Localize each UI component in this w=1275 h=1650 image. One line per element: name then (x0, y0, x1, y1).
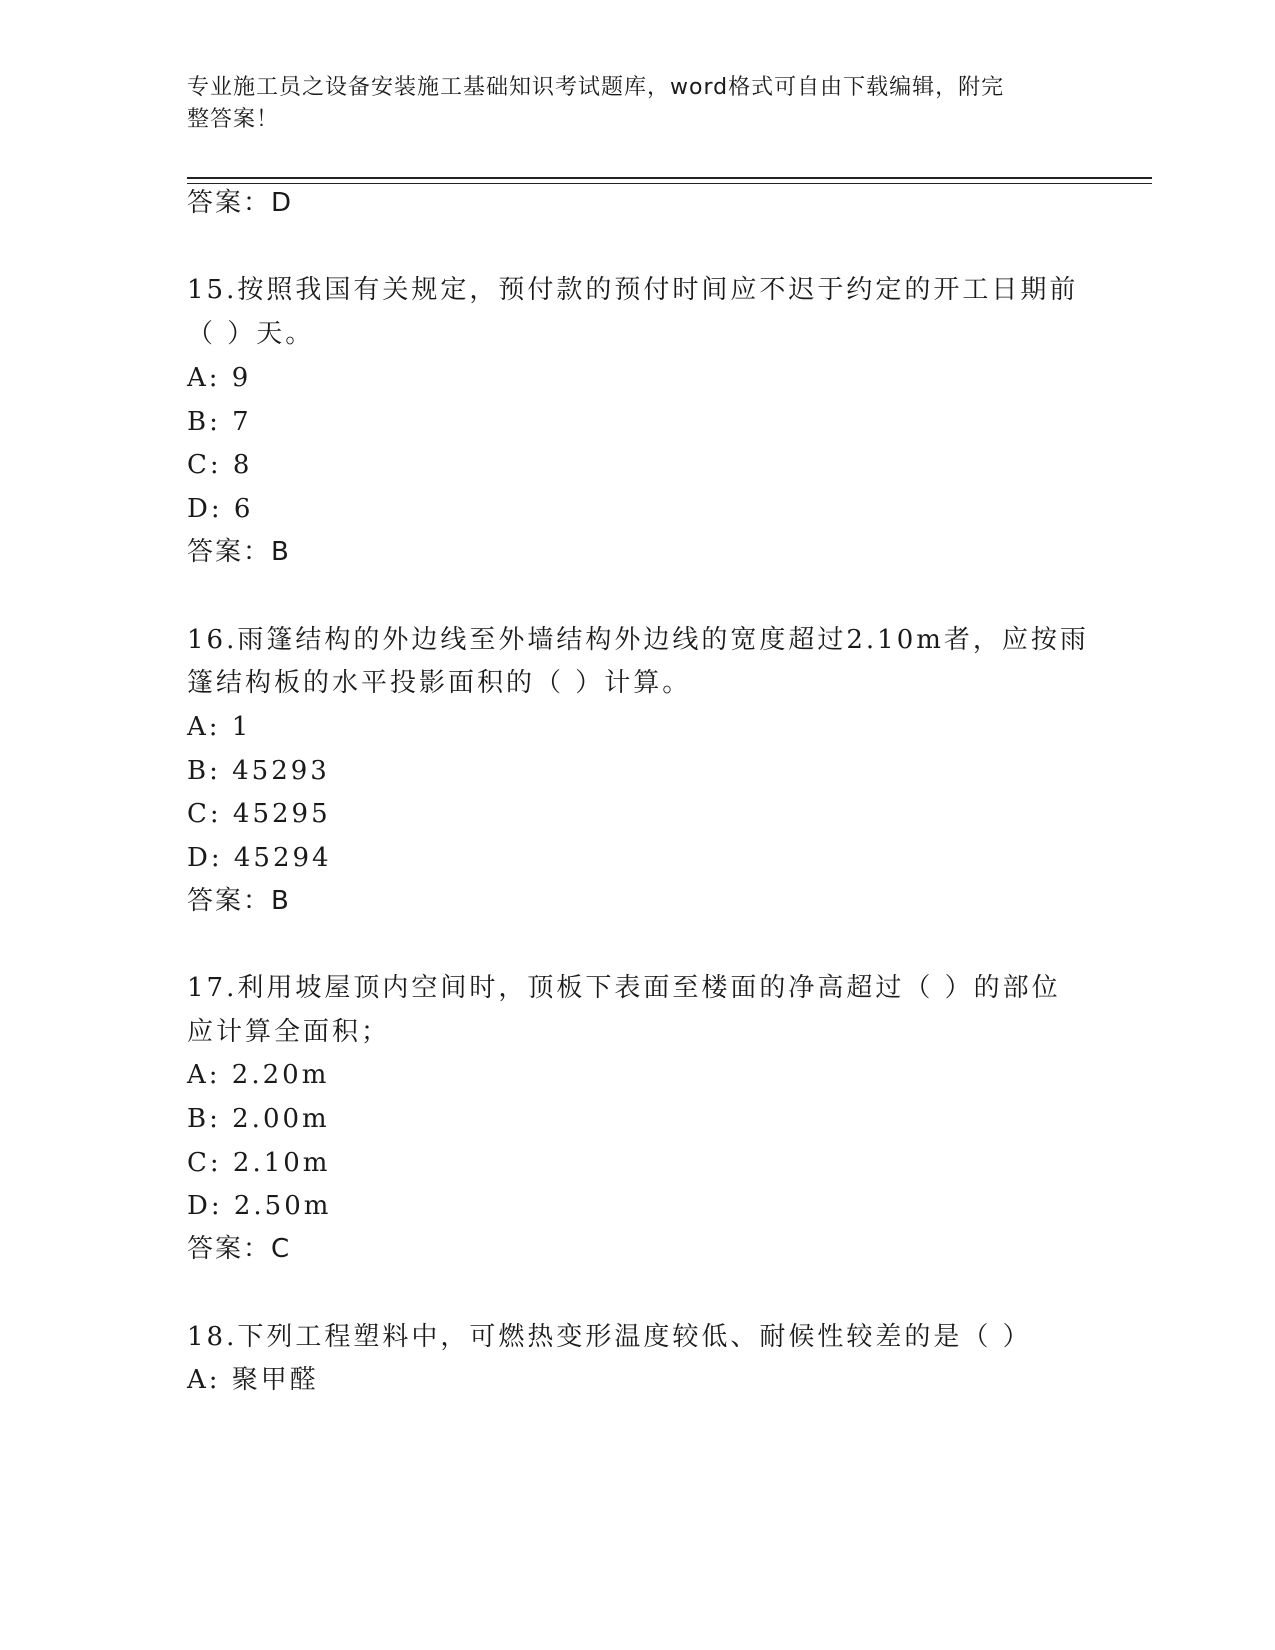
question-16-option-d: D: 45294 (187, 843, 332, 873)
question-17-option-b: B: 2.00m (187, 1104, 330, 1134)
question-16-option-c: C: 45295 (187, 799, 331, 829)
question-15-answer: 答案：B (187, 537, 291, 567)
question-16-option-b: B: 45293 (187, 756, 330, 786)
question-17-option-c: C: 2.10m (187, 1148, 331, 1178)
header-divider-thick (187, 177, 1152, 179)
question-15-option-a: A: 9 (187, 363, 252, 393)
question-15-stem-line-2: （ ）天。 (187, 319, 315, 349)
document-header (187, 72, 1067, 136)
question-16-option-a: A: 1 (187, 712, 252, 742)
question-18-stem-line-1: 18.下列工程塑料中，可燃热变形温度较低、耐候性较差的是（ ） (187, 1322, 1032, 1352)
question-18-option-a: A: 聚甲醛 (187, 1365, 319, 1395)
question-16-answer: 答案：B (187, 886, 291, 916)
question-17-stem-line-2: 应计算全面积； (187, 1017, 391, 1047)
header-divider-thin (187, 183, 1152, 184)
question-15-stem-line-1: 15.按照我国有关规定，预付款的预付时间应不迟于约定的开工日期前 (187, 275, 1079, 305)
question-15-option-c: C: 8 (187, 450, 253, 480)
question-15-option-b: B: 7 (187, 407, 252, 437)
question-16-stem-line-1: 16.雨篷结构的外边线至外墙结构外边线的宽度超过2.10m者，应按雨 (187, 625, 1089, 655)
header-line-1: 专业施工员之设备安装施工基础知识考试题库，word格式可自由下载编辑，附完 (187, 75, 1005, 100)
question-15-option-d: D: 6 (187, 494, 254, 524)
header-line-2: 整答案！ (187, 107, 280, 132)
question-17-option-d: D: 2.50m (187, 1191, 332, 1221)
question-16-stem-line-2: 篷结构板的水平投影面积的（ ）计算。 (187, 668, 692, 698)
question-17-stem-line-1: 17.利用坡屋顶内空间时，顶板下表面至楼面的净高超过（ ）的部位 (187, 973, 1061, 1003)
question-17-option-a: A: 2.20m (187, 1060, 330, 1090)
previous-answer: 答案：D (187, 188, 294, 218)
question-17-answer: 答案：C (187, 1234, 292, 1264)
